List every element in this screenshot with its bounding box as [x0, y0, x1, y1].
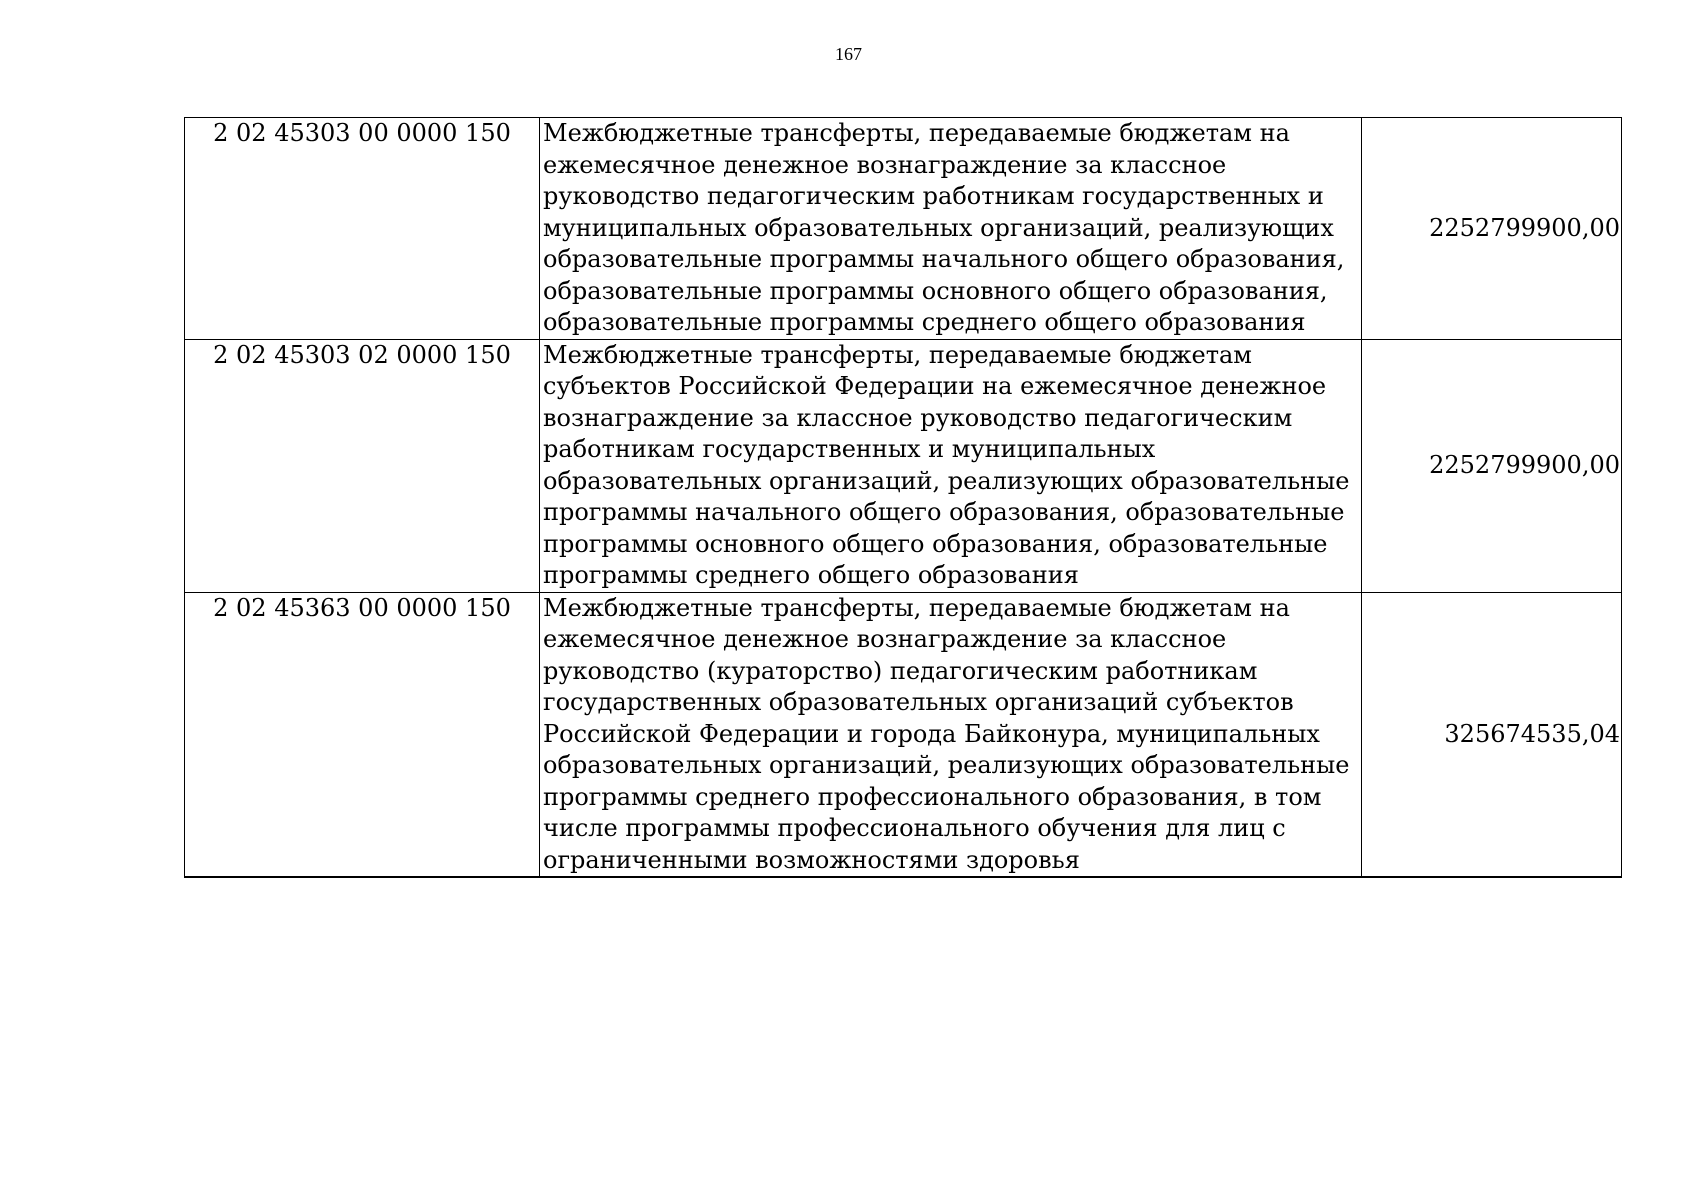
description-cell: Межбюджетные трансферты, передаваемые бюджетам на ежемесячное денежное вознаграждение за классное руководство педагогическим работникам государственных и муниципальных образовательных организаций, реализующих образовательные программы начального общего образования, образовательные программы основного общего образования, образовательные программы среднего общего образования — [540, 118, 1362, 340]
amount-cell: 325674535,04 — [1362, 592, 1622, 877]
description-cell: Межбюджетные трансферты, передаваемые бюджетам на ежемесячное денежное вознаграждение за классное руководство (кураторство) педагогическим работникам государственных образовательных организаций субъектов Российской Федерации и города Байконура, муниципальных образовательных организаций, реализующих образовательные программы среднего профессионального образования, в том числе программы профессионального обучения для лиц с ограниченными возможностями здоровья — [540, 592, 1362, 877]
page-number: 167 — [835, 44, 862, 64]
budget-table — [184, 117, 1622, 878]
table-row — [185, 118, 1622, 340]
amount-cell: 2252799900,00 — [1362, 118, 1622, 340]
budget-code-cell: 2 02 45303 00 0000 150 — [185, 118, 540, 340]
budget-code-cell: 2 02 45363 00 0000 150 — [185, 592, 540, 877]
table-row — [185, 339, 1622, 592]
budget-code-cell: 2 02 45303 02 0000 150 — [185, 339, 540, 592]
table-row — [185, 592, 1622, 877]
description-cell: Межбюджетные трансферты, передаваемые бюджетам субъектов Российской Федерации на ежемесячное денежное вознаграждение за классное руководство педагогическим работникам государственных и муниципальных образовательных организаций, реализующих образовательные программы начального общего образования, образовательные программы основного общего образования, образовательные программы среднего общего образования — [540, 339, 1362, 592]
amount-cell: 2252799900,00 — [1362, 339, 1622, 592]
